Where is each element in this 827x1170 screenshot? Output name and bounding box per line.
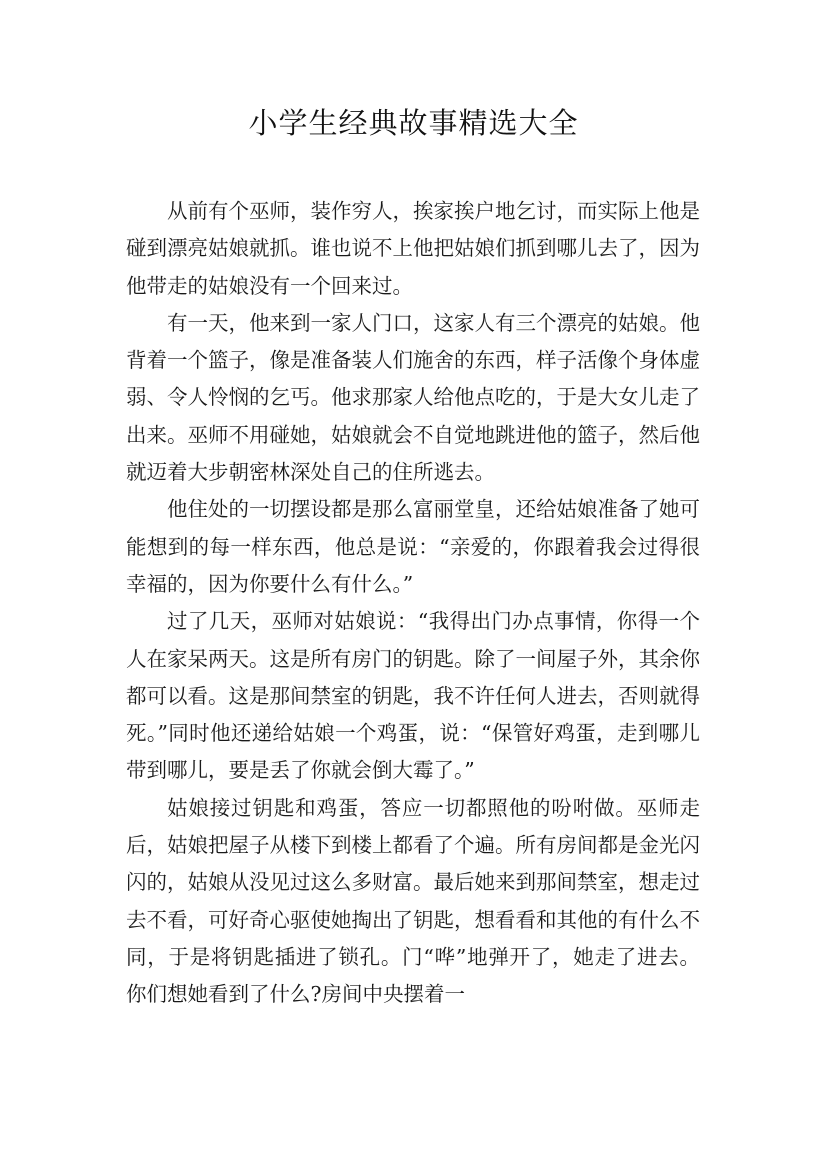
document-body (126, 193, 700, 1014)
paragraph-3: 他住处的一切摆设都是那么富丽堂皇，还给姑娘准备了她可能想到的每一样东西，他总是说：“亲爱的，你跟着我会过得很幸福的，因为你要什么有什么。” (126, 497, 700, 596)
paragraph-2: 有一天，他来到一家人门口，这家人有三个漂亮的姑娘。他背着一个篮子，像是准备装人们施舍的东西，样子活像个身体虚弱、令人怜悯的乞丐。他求那家人给他点吃的，于是大女儿走了出来。巫师不用碰她，姑娘就会不自觉地跳进他的篮子，然后他就迈着大步朝密林深处自己的住所逃去。 (126, 310, 700, 485)
paragraph-5: 姑娘接过钥匙和鸡蛋，答应一切都照他的吩咐做。巫师走后，姑娘把屋子从楼下到楼上都看了个遍。所有房间都是金光闪闪的，姑娘从没见过这么多财富。最后她来到那间禁室，想走过去不看，可好奇心驱使她掏出了钥匙，想看看和其他的有什么不同，于是将钥匙插进了锁孔。门“哗”地弹开了，她走了进去。你们想她看到了什么?房间中央摆着一 (126, 795, 700, 1007)
paragraph-4: 过了几天，巫师对姑娘说：“我得出门办点事情，你得一个人在家呆两天。这是所有房门的钥匙。除了一间屋子外，其余你都可以看。这是那间禁室的钥匙，我不许任何人进去，否则就得死。”同时他还递给姑娘一个鸡蛋，说：“保管好鸡蛋，走到哪儿带到哪儿，要是丢了你就会倒大霉了。” (126, 609, 700, 783)
paragraph-1: 从前有个巫师，装作穷人，挨家挨户地乞讨，而实际上他是碰到漂亮姑娘就抓。谁也说不上他把姑娘们抓到哪儿去了，因为他带走的姑娘没有一个回来过。 (126, 199, 700, 298)
document-title: 小学生经典故事精选大全 (248, 106, 579, 140)
